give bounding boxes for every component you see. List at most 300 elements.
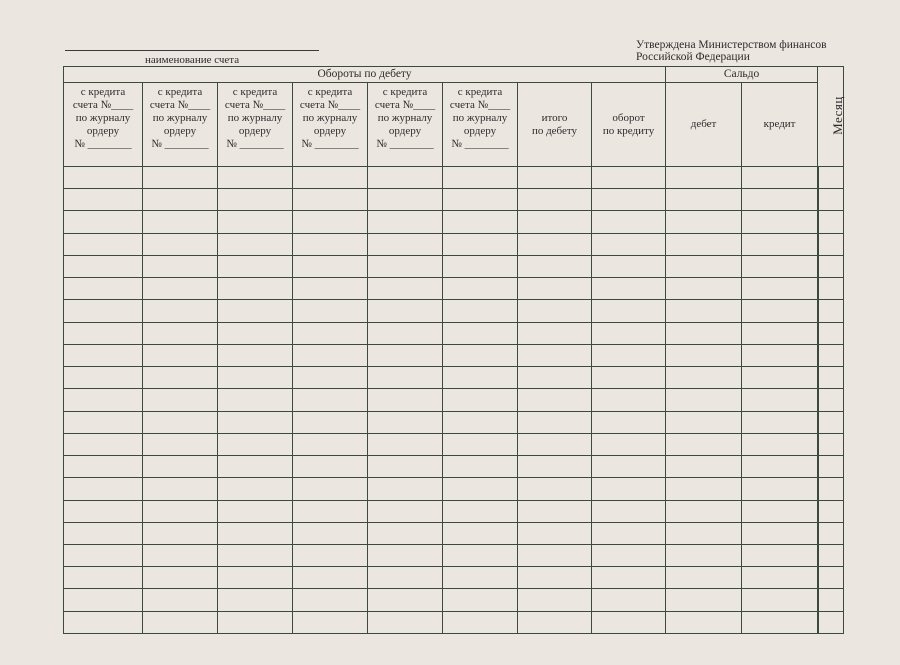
ledger-cell[interactable] [666, 211, 742, 233]
credit-account-column-1 [64, 83, 143, 167]
ledger-cell[interactable] [443, 500, 518, 522]
ledger-cell[interactable] [742, 389, 818, 411]
ledger-cell[interactable] [143, 456, 218, 478]
credit-account-column-5 [368, 83, 443, 167]
ledger-cell[interactable] [293, 367, 368, 389]
ledger-cell[interactable] [443, 411, 518, 433]
table-row [64, 167, 844, 189]
ledger-cell[interactable] [218, 278, 293, 300]
ledger-cell[interactable] [443, 544, 518, 566]
ledger-cell[interactable] [143, 522, 218, 544]
ledger-cell[interactable] [293, 433, 368, 455]
ledger-cell[interactable] [368, 611, 443, 633]
ledger-cell[interactable] [742, 278, 818, 300]
ledger-cell[interactable] [742, 300, 818, 322]
ledger-cell[interactable] [368, 589, 443, 611]
ledger-cell[interactable] [518, 478, 592, 500]
ledger-cell[interactable] [742, 367, 818, 389]
ledger-cell[interactable] [518, 367, 592, 389]
credit-col-line5: № ________ [74, 138, 132, 150]
ledger-cell[interactable] [592, 456, 666, 478]
ledger-cell[interactable] [368, 544, 443, 566]
ledger-cell[interactable] [742, 433, 818, 455]
ledger-cell[interactable] [218, 522, 293, 544]
ledger-cell[interactable] [518, 456, 592, 478]
credit-col-line1: с кредита [232, 86, 278, 98]
ledger-cell[interactable] [218, 611, 293, 633]
ledger-cell[interactable] [368, 255, 443, 277]
ledger-cell[interactable] [518, 544, 592, 566]
ledger-cell[interactable] [293, 567, 368, 589]
ledger-cell[interactable] [666, 611, 742, 633]
ledger-cell[interactable] [368, 522, 443, 544]
ledger-cell[interactable] [818, 589, 844, 611]
credit-col-line3: по журналу [302, 112, 358, 124]
ledger-cell[interactable] [368, 367, 443, 389]
ledger-cell[interactable] [818, 500, 844, 522]
ledger-cell[interactable] [592, 611, 666, 633]
ledger-cell[interactable] [218, 189, 293, 211]
ledger-cell[interactable] [443, 456, 518, 478]
ledger-cell[interactable] [443, 367, 518, 389]
ledger-cell[interactable] [64, 478, 143, 500]
ledger-cell[interactable] [818, 611, 844, 633]
ledger-cell[interactable] [443, 478, 518, 500]
ledger-cell[interactable] [64, 522, 143, 544]
table-row [64, 544, 844, 566]
total-debit-column: итого по дебету [518, 83, 592, 167]
ledger-cell[interactable] [518, 189, 592, 211]
table-row [64, 589, 844, 611]
ledger-cell[interactable] [218, 589, 293, 611]
table-row [64, 322, 844, 344]
ledger-cell[interactable] [293, 544, 368, 566]
ledger-cell[interactable] [143, 389, 218, 411]
account-name-caption: наименование счета [145, 54, 240, 66]
table-row [64, 433, 844, 455]
ledger-cell[interactable] [218, 500, 293, 522]
credit-col-line4: ордеру [463, 125, 497, 137]
ledger-cell[interactable] [143, 255, 218, 277]
ledger-cell[interactable] [592, 544, 666, 566]
ledger-cell[interactable] [368, 189, 443, 211]
credit-col-line1: с кредита [307, 86, 353, 98]
ledger-cell[interactable] [293, 344, 368, 366]
ledger-cell[interactable] [443, 167, 518, 189]
ledger-cell[interactable] [518, 411, 592, 433]
ledger-cell[interactable] [443, 322, 518, 344]
ledger-cell[interactable] [742, 589, 818, 611]
ledger-cell[interactable] [666, 389, 742, 411]
ledger-cell[interactable] [293, 500, 368, 522]
approval-note [636, 40, 827, 63]
ledger-cell[interactable] [143, 478, 218, 500]
ledger-cell[interactable] [218, 478, 293, 500]
ledger-cell[interactable] [143, 589, 218, 611]
ledger-cell[interactable] [218, 411, 293, 433]
ledger-cell[interactable] [592, 478, 666, 500]
month-header: Месяц [818, 67, 844, 167]
ledger-cell[interactable] [518, 433, 592, 455]
ledger-cell[interactable] [443, 211, 518, 233]
credit-col-line1: с кредита [80, 86, 126, 98]
ledger-cell[interactable] [443, 300, 518, 322]
ledger-cell[interactable] [143, 322, 218, 344]
ledger-cell[interactable] [293, 255, 368, 277]
ledger-cell[interactable] [518, 233, 592, 255]
ledger-cell[interactable] [592, 500, 666, 522]
ledger-cell[interactable] [64, 211, 143, 233]
credit-account-column-4 [293, 83, 368, 167]
ledger-cell[interactable] [666, 167, 742, 189]
ledger-cell[interactable] [742, 544, 818, 566]
ledger-cell[interactable] [742, 567, 818, 589]
ledger-cell[interactable] [742, 255, 818, 277]
ledger-cell[interactable] [368, 167, 443, 189]
ledger-cell[interactable] [818, 367, 844, 389]
account-name-line[interactable] [65, 50, 319, 51]
ledger-cell[interactable] [818, 544, 844, 566]
approval-line-2: Российской Федерации [636, 50, 750, 63]
credit-col-line1: с кредита [457, 86, 503, 98]
ledger-cell[interactable] [592, 389, 666, 411]
credit-col-line5: № ________ [226, 138, 284, 150]
ledger-cell[interactable] [666, 233, 742, 255]
ledger-cell[interactable] [143, 433, 218, 455]
table-row [64, 189, 844, 211]
ledger-cell[interactable] [218, 344, 293, 366]
ledger-cell[interactable] [218, 300, 293, 322]
table-row [64, 367, 844, 389]
ledger-cell[interactable] [443, 278, 518, 300]
ledger-cell[interactable] [443, 611, 518, 633]
table-row [64, 211, 844, 233]
ledger-cell[interactable] [818, 478, 844, 500]
ledger-cell[interactable] [592, 344, 666, 366]
table-row [64, 300, 844, 322]
ledger-cell[interactable] [518, 522, 592, 544]
ledger-cell[interactable] [592, 211, 666, 233]
ledger-cell[interactable] [293, 233, 368, 255]
ledger-cell[interactable] [818, 522, 844, 544]
ledger-cell[interactable] [742, 522, 818, 544]
ledger-cell[interactable] [818, 255, 844, 277]
ledger-cell[interactable] [818, 167, 844, 189]
ledger-cell[interactable] [592, 567, 666, 589]
credit-col-line4: ордеру [313, 125, 347, 137]
ledger-cell[interactable] [518, 389, 592, 411]
ledger-cell[interactable] [293, 167, 368, 189]
ledger-cell[interactable] [143, 567, 218, 589]
ledger-cell[interactable] [293, 189, 368, 211]
credit-col-line2: счета №____ [149, 99, 211, 111]
table-row [64, 278, 844, 300]
ledger-cell[interactable] [818, 278, 844, 300]
credit-col-line3: по журналу [75, 112, 131, 124]
ledger-cell[interactable] [818, 344, 844, 366]
ledger-cell[interactable] [368, 344, 443, 366]
ledger-cell[interactable] [666, 189, 742, 211]
ledger-cell[interactable] [518, 167, 592, 189]
ledger-cell[interactable] [64, 300, 143, 322]
ledger-cell[interactable] [443, 233, 518, 255]
ledger-cell[interactable] [592, 167, 666, 189]
credit-col-line3: по журналу [452, 112, 508, 124]
ledger-cell[interactable] [518, 278, 592, 300]
credit-col-line2: счета №____ [374, 99, 436, 111]
ledger-cell[interactable] [218, 544, 293, 566]
table-row [64, 567, 844, 589]
credit-col-line2: счета №____ [449, 99, 511, 111]
ledger-cell[interactable] [64, 344, 143, 366]
ledger-cell[interactable] [64, 233, 143, 255]
ledger-cell[interactable] [818, 567, 844, 589]
credit-col-line4: ордеру [163, 125, 197, 137]
ledger-cell[interactable] [293, 589, 368, 611]
ledger-cell[interactable] [368, 300, 443, 322]
ledger-cell[interactable] [666, 255, 742, 277]
ledger-cell[interactable] [64, 544, 143, 566]
ledger-cell[interactable] [143, 344, 218, 366]
ledger-cell[interactable] [64, 389, 143, 411]
credit-col-line4: ордеру [388, 125, 422, 137]
ledger-cell[interactable] [666, 456, 742, 478]
table-row [64, 233, 844, 255]
ledger-cell[interactable] [218, 567, 293, 589]
credit-col-line2: счета №____ [299, 99, 361, 111]
ledger-cell[interactable] [518, 611, 592, 633]
ledger-cell[interactable] [818, 322, 844, 344]
ledger-cell[interactable] [818, 456, 844, 478]
ledger-cell[interactable] [64, 367, 143, 389]
credit-col-line3: по журналу [227, 112, 283, 124]
ledger-cell[interactable] [368, 411, 443, 433]
ledger-cell[interactable] [218, 233, 293, 255]
ledger-cell[interactable] [666, 544, 742, 566]
ledger-cell[interactable] [218, 255, 293, 277]
ledger-cell[interactable] [143, 367, 218, 389]
ledger-cell[interactable] [443, 189, 518, 211]
ledger-cell[interactable] [666, 367, 742, 389]
ledger-cell[interactable] [443, 567, 518, 589]
approval-line-1: Утверждена Министерством финансов [636, 39, 827, 51]
ledger-cell[interactable] [64, 433, 143, 455]
ledger-cell[interactable] [666, 589, 742, 611]
ledger-cell[interactable] [293, 300, 368, 322]
ledger-cell[interactable] [742, 189, 818, 211]
ledger-cell[interactable] [742, 322, 818, 344]
ledger-cell[interactable] [518, 211, 592, 233]
ledger-cell[interactable] [666, 478, 742, 500]
ledger-cell[interactable] [293, 478, 368, 500]
table-row [64, 500, 844, 522]
ledger-cell[interactable] [368, 500, 443, 522]
ledger-cell[interactable] [293, 389, 368, 411]
ledger-cell[interactable] [218, 322, 293, 344]
credit-turnover-column: оборот по кредиту [592, 83, 666, 167]
credit-col-line2: счета №____ [224, 99, 286, 111]
credit-col-line2: счета №____ [72, 99, 134, 111]
ledger-cell[interactable] [143, 167, 218, 189]
ledger-cell[interactable] [368, 433, 443, 455]
ledger-cell[interactable] [293, 278, 368, 300]
ledger-cell[interactable] [143, 300, 218, 322]
ledger-cell[interactable] [592, 255, 666, 277]
ledger-cell[interactable] [518, 567, 592, 589]
ledger-cell[interactable] [64, 611, 143, 633]
ledger-cell[interactable] [742, 211, 818, 233]
ledger-cell[interactable] [143, 211, 218, 233]
ledger-cell[interactable] [592, 433, 666, 455]
debit-turnover-header: Обороты по дебету [64, 67, 666, 83]
ledger-cell[interactable] [293, 456, 368, 478]
ledger-cell[interactable] [742, 344, 818, 366]
ledger-cell[interactable] [218, 367, 293, 389]
ledger-cell[interactable] [592, 278, 666, 300]
ledger-cell[interactable] [592, 589, 666, 611]
ledger-cell[interactable] [293, 611, 368, 633]
ledger-cell[interactable] [818, 389, 844, 411]
ledger-cell[interactable] [742, 167, 818, 189]
ledger-cell[interactable] [592, 189, 666, 211]
ledger-cell[interactable] [64, 589, 143, 611]
ledger-cell[interactable] [666, 522, 742, 544]
ledger-cell[interactable] [218, 211, 293, 233]
ledger-cell[interactable] [818, 211, 844, 233]
credit-col-line3: по журналу [377, 112, 433, 124]
ledger-cell[interactable] [368, 567, 443, 589]
ledger-cell[interactable] [666, 278, 742, 300]
ledger-cell[interactable] [64, 322, 143, 344]
credit-col-line5: № ________ [451, 138, 509, 150]
ledger-cell[interactable] [143, 189, 218, 211]
ledger-cell[interactable] [293, 211, 368, 233]
ledger-cell[interactable] [818, 189, 844, 211]
ledger-cell[interactable] [368, 278, 443, 300]
ledger-cell[interactable] [518, 500, 592, 522]
ledger-cell[interactable] [518, 344, 592, 366]
ledger-cell[interactable] [666, 300, 742, 322]
ledger-cell[interactable] [592, 300, 666, 322]
ledger-cell[interactable] [368, 456, 443, 478]
ledger-cell[interactable] [742, 500, 818, 522]
ledger-cell[interactable] [592, 322, 666, 344]
ledger-body [64, 167, 844, 634]
saldo-credit-column: кредит [742, 83, 818, 167]
credit-account-column-6 [443, 83, 518, 167]
ledger-cell[interactable] [666, 322, 742, 344]
table-row [64, 411, 844, 433]
credit-col-line1: с кредита [157, 86, 203, 98]
ledger-cell[interactable] [592, 411, 666, 433]
ledger-cell[interactable] [592, 233, 666, 255]
ledger-cell[interactable] [218, 433, 293, 455]
ledger-cell[interactable] [818, 411, 844, 433]
credit-col-line1: с кредита [382, 86, 428, 98]
ledger-cell[interactable] [143, 544, 218, 566]
ledger-cell[interactable] [293, 322, 368, 344]
credit-account-column-3 [218, 83, 293, 167]
ledger-cell[interactable] [443, 522, 518, 544]
table-row [64, 611, 844, 633]
ledger-cell[interactable] [64, 189, 143, 211]
ledger-cell[interactable] [818, 433, 844, 455]
ledger-cell[interactable] [443, 344, 518, 366]
table-row [64, 389, 844, 411]
table-row [64, 478, 844, 500]
ledger-cell[interactable] [64, 567, 143, 589]
ledger-cell[interactable] [518, 322, 592, 344]
ledger-cell[interactable] [742, 411, 818, 433]
ledger-cell[interactable] [218, 389, 293, 411]
ledger-cell[interactable] [64, 255, 143, 277]
ledger-cell[interactable] [368, 211, 443, 233]
ledger-cell[interactable] [64, 278, 143, 300]
ledger-cell[interactable] [666, 411, 742, 433]
ledger-cell[interactable] [818, 233, 844, 255]
ledger-cell[interactable] [64, 167, 143, 189]
ledger-cell[interactable] [443, 589, 518, 611]
credit-account-column-2 [143, 83, 218, 167]
ledger-cell[interactable] [518, 589, 592, 611]
ledger-cell[interactable] [143, 611, 218, 633]
ledger-cell[interactable] [368, 322, 443, 344]
ledger-cell[interactable] [218, 456, 293, 478]
ledger-cell[interactable] [443, 255, 518, 277]
ledger-cell[interactable] [742, 456, 818, 478]
ledger-cell[interactable] [666, 433, 742, 455]
ledger-cell[interactable] [518, 255, 592, 277]
ledger-cell[interactable] [293, 522, 368, 544]
ledger-cell[interactable] [666, 567, 742, 589]
ledger-cell[interactable] [742, 611, 818, 633]
ledger-cell[interactable] [368, 389, 443, 411]
ledger-cell[interactable] [742, 478, 818, 500]
ledger-cell[interactable] [368, 478, 443, 500]
ledger-cell[interactable] [64, 500, 143, 522]
ledger-cell[interactable] [592, 522, 666, 544]
saldo-header: Сальдо [666, 67, 818, 83]
ledger-cell[interactable] [64, 411, 143, 433]
ledger-cell[interactable] [293, 411, 368, 433]
credit-col-line5: № ________ [301, 138, 359, 150]
credit-col-line5: № ________ [376, 138, 434, 150]
credit-col-line4: ордеру [238, 125, 272, 137]
ledger-cell[interactable] [218, 167, 293, 189]
ledger-cell[interactable] [818, 300, 844, 322]
ledger-cell[interactable] [143, 411, 218, 433]
ledger-cell[interactable] [443, 433, 518, 455]
ledger-cell[interactable] [742, 233, 818, 255]
ledger-cell[interactable] [592, 367, 666, 389]
ledger-cell[interactable] [143, 278, 218, 300]
credit-col-line4: ордеру [86, 125, 120, 137]
ledger-cell[interactable] [143, 233, 218, 255]
ledger-table [63, 66, 844, 634]
table-row [64, 344, 844, 366]
ledger-cell[interactable] [368, 233, 443, 255]
table-row [64, 255, 844, 277]
ledger-cell[interactable] [143, 500, 218, 522]
saldo-debit-column: дебет [666, 83, 742, 167]
ledger-cell[interactable] [666, 500, 742, 522]
ledger-cell[interactable] [64, 456, 143, 478]
ledger-cell[interactable] [443, 389, 518, 411]
table-row [64, 522, 844, 544]
ledger-cell[interactable] [666, 344, 742, 366]
credit-col-line5: № ________ [151, 138, 209, 150]
ledger-cell[interactable] [518, 300, 592, 322]
